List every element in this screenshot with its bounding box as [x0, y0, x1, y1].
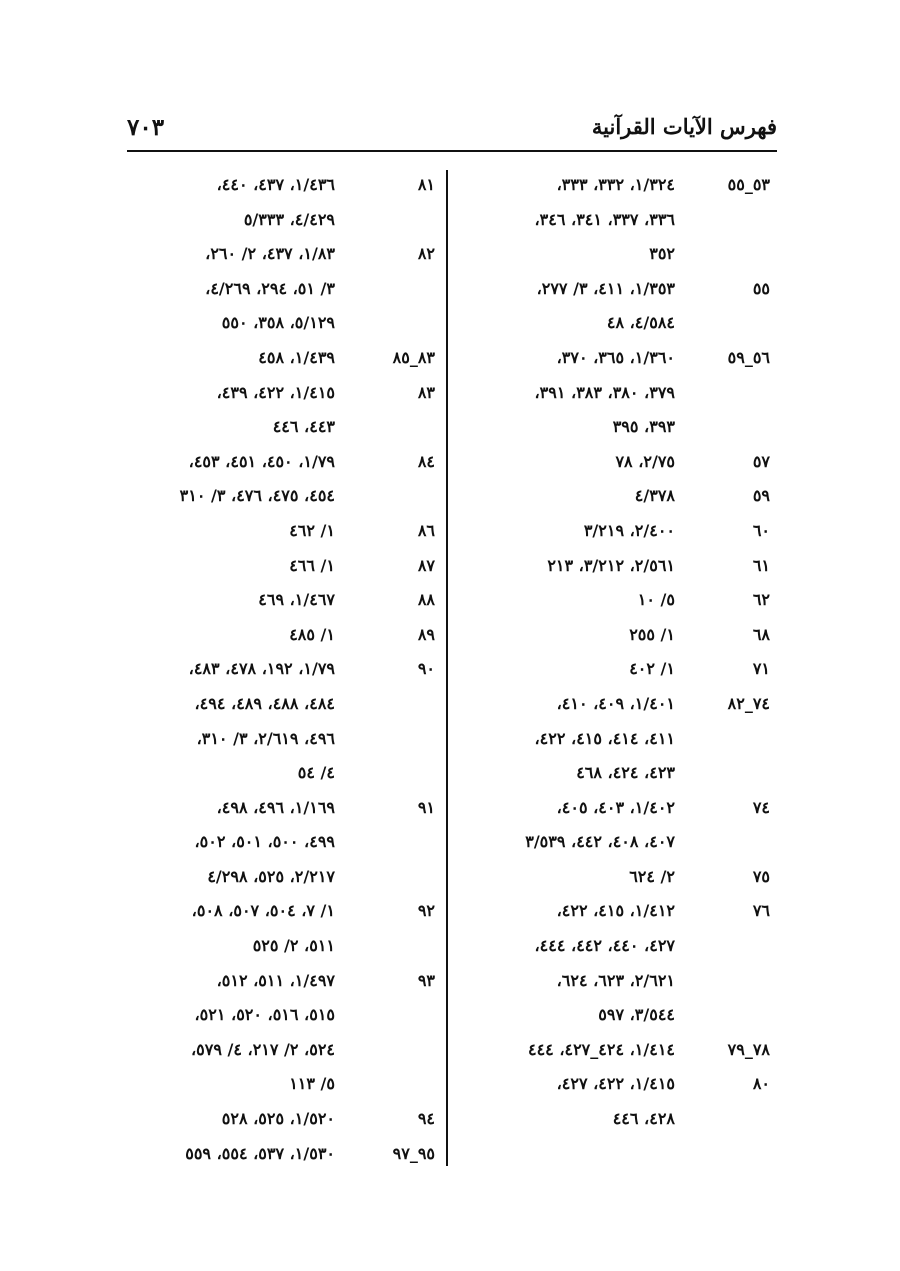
reference-line: ٢/٢١٧، ٥٢٥، ٤/٢٩٨	[207, 866, 335, 886]
reference-line: ٣٩٣، ٣٩٥	[612, 417, 675, 437]
reference-line: ٥/ ١١٣	[289, 1074, 335, 1094]
page-references	[125, 894, 335, 963]
reference-line: ١/٤٣٦، ٤٣٧، ٤٤٠،	[216, 175, 335, 194]
index-entry	[470, 894, 770, 1032]
page-references	[470, 687, 675, 791]
verse-number: ٦١	[752, 555, 770, 575]
reference-line: ١/ ٢٥٥	[629, 624, 675, 644]
index-entry	[125, 445, 435, 514]
page-references	[470, 479, 675, 514]
reference-line: ٤/ ٥٤	[297, 763, 335, 783]
reference-line: ١/ ٤٦٦	[289, 555, 335, 575]
reference-line: ١/٧٩، ١٩٢، ٤٧٨، ٤٨٣،	[188, 659, 335, 679]
column-divider	[446, 170, 448, 1166]
index-entry	[470, 168, 770, 272]
reference-line: ٤٥٤، ٤٧٥، ٤٧٦، ٣/ ٣١٠	[179, 486, 335, 506]
index-entry	[125, 376, 435, 445]
index-entry	[125, 894, 435, 963]
page-references	[470, 445, 675, 480]
index-entry	[470, 341, 770, 445]
header-rule	[127, 150, 777, 152]
index-entry	[470, 514, 770, 549]
verse-number: ٥٥	[752, 278, 770, 298]
reference-line: ٣٣٦، ٣٣٧، ٣٤١، ٣٤٦،	[534, 209, 675, 229]
index-entry	[470, 1033, 770, 1068]
verse-number: ٥٩	[752, 486, 770, 506]
reference-line: ٤٢٧، ٤٤٠، ٤٤٢، ٤٤٤،	[534, 936, 675, 956]
index-entry	[470, 479, 770, 514]
page-references	[470, 272, 675, 341]
left-index-column	[125, 168, 435, 1171]
page-references	[470, 549, 675, 584]
reference-line: ١/٤١٥، ٤٢٢، ٤٢٧،	[556, 1074, 675, 1094]
reference-line: ١/٣٦٠، ٣٦٥، ٣٧٠،	[556, 347, 675, 367]
reference-line: ١/١٦٩، ٤٩٦، ٤٩٨،	[216, 797, 335, 817]
verse-number: ٧١	[752, 659, 770, 679]
index-entry	[470, 445, 770, 480]
verse-number: ٦٠	[752, 520, 770, 540]
page-title: فهرس الآيات القرآنية	[591, 114, 777, 139]
reference-line: ٢/٥٦١، ٣/٢١٢، ٢١٣	[547, 555, 675, 575]
page-references	[470, 514, 675, 549]
verse-number: ٧٤	[752, 797, 770, 817]
reference-line: ١/٨٣، ٤٣٧، ٢/ ٢٦٠،	[205, 244, 335, 264]
index-entry	[470, 1067, 770, 1136]
page-references	[470, 652, 675, 687]
reference-line: ٥٢٤، ٢/ ٢١٧، ٤/ ٥٧٩،	[190, 1039, 335, 1059]
page-number: ٧٠٣	[127, 114, 165, 141]
verse-number: ٧٥	[752, 866, 770, 886]
reference-line: ١/٥٢٠، ٥٢٥، ٥٢٨	[221, 1109, 335, 1129]
reference-line: ٢/٦٢١، ٦٢٣، ٦٢٤،	[556, 970, 675, 990]
verse-number: ٩٠	[417, 659, 435, 679]
verse-number: ٩١	[417, 797, 435, 817]
page-references	[125, 341, 335, 376]
index-entry	[125, 514, 435, 549]
reference-line: ٣/٥٤٤، ٥٩٧	[598, 1005, 675, 1025]
verse-number: ٩٤	[417, 1109, 435, 1129]
verse-number: ٨٦	[417, 520, 435, 540]
index-entry	[125, 652, 435, 790]
page-references	[125, 514, 335, 549]
page-references	[125, 652, 335, 790]
reference-line: ١/٤٣٩، ٤٥٨	[258, 347, 335, 367]
page-references	[470, 1067, 675, 1136]
verse-number: ٨٤	[417, 451, 435, 471]
page-references	[125, 168, 335, 237]
index-entry	[125, 341, 435, 376]
verse-number: ٩٥_٩٧	[392, 1143, 435, 1163]
page-references	[470, 341, 675, 445]
reference-line: ٤٢٨، ٤٤٦	[612, 1109, 675, 1129]
reference-line: ١/٤٩٧، ٥١١، ٥١٢،	[216, 970, 335, 990]
verse-number: ٨٢	[417, 244, 435, 264]
reference-line: ١/٤١٤، ٤٢٤_٤٢٧، ٤٤٤	[527, 1039, 675, 1059]
reference-line: ٤/٤٢٩، ٥/٣٣٣	[243, 209, 335, 229]
verse-number: ٨٣	[417, 382, 435, 402]
verse-number: ٥٣_٥٥	[727, 175, 770, 194]
reference-line: ٥١٥، ٥١٦، ٥٢٠، ٥٢١،	[194, 1005, 335, 1025]
reference-line: ١/٣٢٤، ٣٣٢، ٣٣٣،	[556, 175, 675, 194]
reference-line: ٥/ ١٠	[637, 590, 675, 610]
index-entry	[125, 791, 435, 895]
index-entry	[470, 687, 770, 791]
index-entry	[125, 583, 435, 618]
page-references	[125, 583, 335, 618]
verse-number: ٦٨	[752, 624, 770, 644]
verse-number: ٨٨	[417, 590, 435, 610]
index-entry	[470, 272, 770, 341]
index-entry	[125, 1137, 435, 1172]
verse-number: ٧٤_٨٢	[727, 693, 770, 713]
index-entry	[470, 618, 770, 653]
reference-line: ٣/ ٥١، ٢٩٤، ٤/٢٦٩،	[205, 278, 335, 298]
verse-number: ٩٣	[417, 970, 435, 990]
index-entry	[470, 583, 770, 618]
reference-line: ٢/٤٠٠، ٣/٢١٩	[583, 520, 675, 540]
index-entry	[125, 168, 435, 237]
page-references	[125, 376, 335, 445]
reference-line: ١/ ٤٦٢	[289, 520, 335, 540]
verse-number: ٥٦_٥٩	[727, 347, 770, 367]
page-references	[470, 583, 675, 618]
reference-line: ١/ ٤٠٢	[629, 659, 675, 679]
verse-number: ٨٩	[417, 624, 435, 644]
reference-line: ٤٤٣، ٤٤٦	[272, 417, 335, 437]
reference-line: ٤/٥٨٤، ٤٨	[606, 313, 675, 333]
page-references	[125, 618, 335, 653]
right-index-column	[470, 168, 770, 1137]
reference-line: ١/٥٣٠، ٥٣٧، ٥٥٤، ٥٥٩	[185, 1143, 335, 1163]
reference-line: ١/٣٥٣، ٤١١، ٣/ ٢٧٧،	[536, 278, 675, 298]
reference-line: ٢/٧٥، ٧٨	[615, 451, 675, 471]
page-references	[470, 791, 675, 860]
page-references	[125, 549, 335, 584]
page-references	[125, 964, 335, 1102]
reference-line: ١/٤١٢، ٤١٥، ٤٢٢،	[556, 901, 675, 921]
index-entry	[125, 964, 435, 1102]
page-references	[470, 860, 675, 895]
page-references	[125, 237, 335, 341]
page-references	[470, 894, 675, 1032]
verse-number: ٨٠	[752, 1074, 770, 1094]
reference-line: ١/٤٠٢، ٤٠٣، ٤٠٥،	[556, 797, 675, 817]
index-entry	[125, 549, 435, 584]
reference-line: ١/٤٦٧، ٤٦٩	[258, 590, 335, 610]
reference-line: ٤٨٤، ٤٨٨، ٤٨٩، ٤٩٤،	[194, 693, 335, 713]
reference-line: ٣٥٢	[649, 244, 675, 264]
page-references	[470, 618, 675, 653]
page-references	[470, 168, 675, 272]
reference-line: ١/٧٩، ٤٥٠، ٤٥١، ٤٥٣،	[188, 451, 335, 471]
reference-line: ٤٠٧، ٤٠٨، ٤٤٢، ٣/٥٣٩	[525, 832, 675, 852]
reference-line: ١/٤١٥، ٤٢٢، ٤٣٩،	[216, 382, 335, 402]
page-references	[125, 1102, 335, 1137]
reference-line: ١/ ٤٨٥	[289, 624, 335, 644]
index-entry	[470, 549, 770, 584]
reference-line: ٥١١، ٢/ ٥٢٥	[252, 936, 335, 956]
index-entry	[125, 618, 435, 653]
index-entry	[125, 237, 435, 341]
reference-line: ٤٢٣، ٤٢٤، ٤٦٨	[576, 763, 675, 783]
page-references	[125, 445, 335, 514]
verse-number: ٩٢	[417, 901, 435, 921]
reference-line: ٤٩٩، ٥٠٠، ٥٠١، ٥٠٢،	[194, 832, 335, 852]
reference-line: ٤٩٦، ٢/٦١٩، ٣/ ٣١٠،	[196, 728, 335, 748]
index-entry	[470, 652, 770, 687]
verse-number: ٨٣_٨٥	[392, 347, 435, 367]
verse-number: ٧٨_٧٩	[727, 1039, 770, 1059]
reference-line: ٤١١، ٤١٤، ٤١٥، ٤٢٢،	[534, 728, 675, 748]
verse-number: ٨١	[417, 175, 435, 194]
page-references	[125, 1137, 335, 1172]
reference-line: ١/٤٠١، ٤٠٩، ٤١٠،	[556, 693, 675, 713]
reference-line: ٣٧٩، ٣٨٠، ٣٨٣، ٣٩١،	[534, 382, 675, 402]
verse-number: ٧٦	[752, 901, 770, 921]
index-entry	[470, 860, 770, 895]
verse-number: ٥٧	[752, 451, 770, 471]
reference-line: ٤/٣٧٨	[634, 486, 675, 506]
reference-line: ١/ ٧، ٥٠٤، ٥٠٧، ٥٠٨،	[191, 901, 335, 921]
reference-line: ٥/١٢٩، ٣٥٨، ٥٥٠	[221, 313, 335, 333]
page-references	[125, 791, 335, 895]
verse-number: ٦٢	[752, 590, 770, 610]
index-entry	[470, 791, 770, 860]
verse-number: ٨٧	[417, 555, 435, 575]
index-entry	[125, 1102, 435, 1137]
reference-line: ٢/ ٦٢٤	[629, 866, 675, 886]
page-header	[127, 110, 777, 152]
page-references	[470, 1033, 675, 1068]
